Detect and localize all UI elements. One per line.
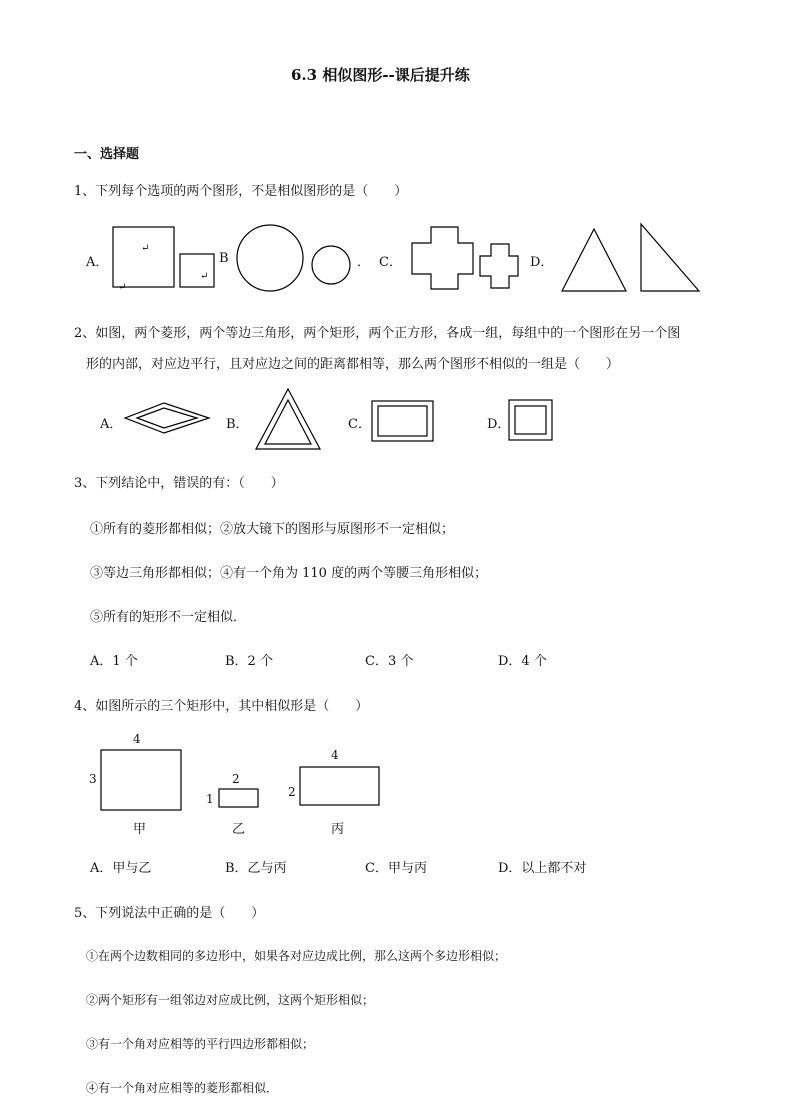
q3-option-b: B．2 个 — [225, 654, 273, 669]
q3-option-d: D．4 个 — [498, 654, 547, 669]
q4-option-b: B．乙与丙 — [225, 861, 287, 876]
q4-bing-name: 丙 — [331, 822, 345, 837]
q1-label-b: B — [219, 251, 229, 266]
q3-option-a: A．1 个 — [90, 654, 138, 669]
q4-jia-side-length: 3 — [89, 772, 97, 786]
q4-bing-top-length: 4 — [331, 748, 339, 762]
q4-option-d: D．以上都不对 — [498, 861, 587, 876]
return-mark: ↵ — [141, 243, 150, 254]
q4-jia-top-length: 4 — [133, 732, 141, 746]
q5-statement-line4: ④有一个角对应相等的菱形都相似． — [86, 1081, 279, 1095]
question-5-stem: 5、下列说法中正确的是（ ） — [74, 906, 265, 921]
q4-yi-top-length: 2 — [232, 772, 240, 786]
q3-statement-line1: ①所有的菱形都相似；②放大镜下的图形与原图形不一定相似； — [90, 522, 455, 537]
q4-yi-name: 乙 — [232, 822, 246, 837]
q4-rect-yi — [219, 789, 258, 807]
question-3-stem: 3、下列结论中，错误的有：（ ） — [74, 476, 284, 491]
q5-statement-line2: ②两个矩形有一组邻边对应成比例，这两个矩形相似； — [86, 993, 375, 1007]
return-mark: ↵ — [200, 271, 209, 282]
q4-jia-name: 甲 — [133, 822, 147, 837]
q5-statement-line3: ③有一个角对应相等的平行四边形都相似； — [86, 1037, 315, 1051]
question-2-stem-line2: 形的内部，对应边平行，且对应边之间的距离都相等，那么两个图形不相似的一组是（ ） — [86, 357, 620, 372]
q1-label-a: A． — [86, 255, 109, 270]
q2-label-c: C． — [348, 417, 371, 432]
q4-rect-jia — [101, 750, 181, 810]
q4-rect-bing — [300, 767, 379, 805]
q4-option-c: C．甲与丙 — [365, 861, 427, 876]
q4-bing-side-length: 2 — [288, 785, 296, 799]
q4-yi-side-length: 1 — [206, 792, 214, 806]
question-4-stem: 4、如图所示的三个矩形中，其中相似形是（ ） — [74, 699, 369, 714]
q1-label-d: D． — [530, 255, 554, 270]
q1-label-b-dot: ． — [357, 255, 371, 270]
q3-statement-line3: ⑤所有的矩形不一定相似． — [90, 610, 247, 625]
q2-label-d: D． — [487, 417, 511, 432]
q1-label-c: C． — [379, 255, 402, 270]
q3-statement-line2: ③等边三角形都相似；④有一个角为 110 度的两个等腰三角形相似； — [90, 566, 488, 581]
q2-label-b: B． — [226, 417, 249, 432]
question-2-stem-line1: 2、如图，两个菱形，两个等边三角形，两个矩形，两个正方形，各成一组，每组中的一个图形在另一个图 — [74, 326, 681, 341]
q5-statement-line1: ①在两个边数相同的多边形中，如果各对应边成比例，那么这两个多边形相似； — [86, 949, 507, 963]
return-mark: ↵ — [118, 282, 127, 293]
q3-option-c: C．3 个 — [365, 654, 414, 669]
page-title: 6.3 相似图形--课后提升练 — [291, 66, 470, 84]
q2-label-a: A． — [100, 417, 123, 432]
section-heading: 一、选择题 — [74, 147, 140, 162]
q4-option-a: A．甲与乙 — [90, 861, 152, 876]
question-1-stem: 1、下列每个选项的两个图形，不是相似图形的是（ ） — [74, 184, 408, 199]
